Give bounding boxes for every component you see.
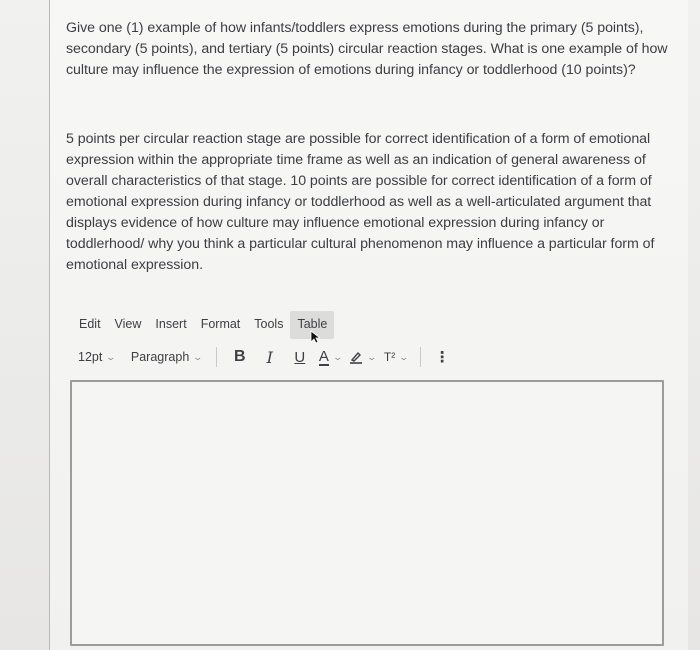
mouse-cursor-icon: [310, 330, 320, 344]
superscript-button[interactable]: [380, 344, 412, 370]
text-color-icon: A: [318, 347, 329, 365]
chevron-down-icon: ⌄: [332, 351, 343, 362]
menu-insert[interactable]: Insert: [155, 317, 187, 331]
menu-view[interactable]: View: [114, 317, 142, 331]
more-icon: ⋮: [434, 349, 450, 366]
underline-button[interactable]: U: [294, 348, 306, 366]
question-text: Give one (1) example of how infants/toddlers express emotions during the primary (5 points), secondary (5 points), and tertiary (5 points) circular reaction stages. What is one example of how culture may influence the expression of emotions during infancy or toddlerhood (10 points)?: [66, 20, 668, 78]
highlighter-icon: [349, 350, 363, 364]
font-size-select[interactable]: [72, 344, 121, 370]
chevron-down-icon: ⌄: [366, 351, 378, 362]
menu-table[interactable]: Table: [290, 311, 334, 339]
chevron-down-icon: ⌄: [105, 351, 117, 362]
toolbar-divider: [420, 347, 421, 367]
chevron-down-icon: ⌄: [192, 351, 204, 362]
highlight-color-button[interactable]: [345, 344, 380, 370]
superscript-icon: T²: [383, 350, 396, 364]
editor-menubar: [72, 311, 334, 339]
chevron-down-icon: ⌄: [398, 351, 410, 362]
block-format-select[interactable]: [125, 344, 208, 370]
font-size-value: 12pt: [78, 350, 103, 364]
block-format-value: Paragraph: [130, 350, 190, 364]
editor-toolbar: [72, 344, 456, 370]
bold-button[interactable]: B: [234, 348, 246, 365]
more-options-button[interactable]: [429, 344, 456, 370]
italic-button[interactable]: I: [266, 347, 273, 367]
menu-format[interactable]: Format: [200, 317, 241, 331]
answer-editor-textarea[interactable]: [70, 380, 664, 646]
menu-tools[interactable]: Tools: [254, 317, 284, 331]
menu-edit[interactable]: Edit: [79, 317, 101, 331]
toolbar-divider: [216, 347, 217, 367]
rubric-text: 5 points per circular reaction stage are possible for correct identification of a form of emotional expression within the appropriate time frame as well as an indication of general awareness of overall characteristics of that stage. 10 points are possible for correct identification of a form of emotional expression during infancy or toddlerhood as well as a well-articulated argument that displays evidence of how culture may influence emotional expression during infancy or toddlerhood/ why you think a particular cultural phenomenon may influence a particular form of emotional expression.: [66, 131, 655, 273]
text-color-button[interactable]: [315, 344, 346, 370]
